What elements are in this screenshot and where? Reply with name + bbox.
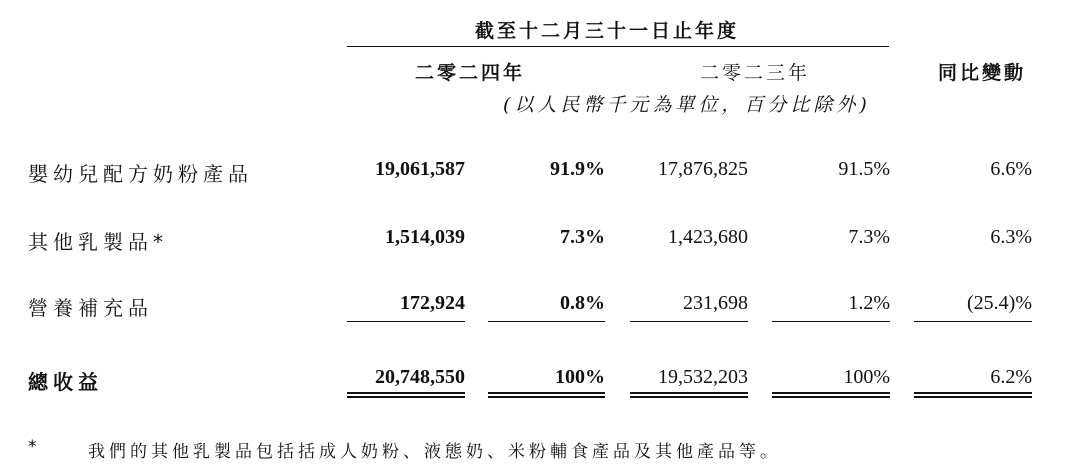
total-rule: [630, 396, 748, 398]
subtotal-rule: [488, 321, 605, 322]
total-rule: [914, 392, 1032, 394]
total-rule: [488, 396, 605, 398]
share-2023: 91.5%: [838, 158, 890, 180]
subtotal-rule: [772, 321, 890, 322]
row-label: 嬰幼兒配方奶粉產品: [28, 162, 253, 186]
share-2024: 0.8%: [560, 292, 605, 314]
yoy-change: 6.3%: [990, 226, 1032, 248]
yoy-change-heading: 同比變動: [938, 62, 1027, 84]
total-share-2023: 100%: [843, 366, 890, 388]
period-heading: 截至十二月三十一日止年度: [475, 20, 740, 42]
share-2024: 7.3%: [560, 226, 605, 248]
year-2023-heading: 二零二三年: [700, 62, 811, 84]
yoy-change: (25.4)%: [967, 292, 1032, 314]
revenue-2023: 17,876,825: [658, 158, 748, 180]
period-underline: [347, 46, 889, 47]
row-label: 營養補充品: [28, 296, 153, 320]
unit-note: (以人民幣千元為單位，百分比除外): [503, 94, 871, 116]
revenue-2024: 172,924: [400, 292, 465, 314]
share-2023: 7.3%: [848, 226, 890, 248]
total-revenue-2023: 19,532,203: [658, 366, 748, 388]
footnote-text: 我們的其他乳製品包括括成人奶粉、液態奶、米粉輔食產品及其他產品等。: [88, 442, 781, 462]
total-yoy-change: 6.2%: [990, 366, 1032, 388]
total-rule: [772, 396, 890, 398]
year-2024-heading: 二零二四年: [415, 62, 526, 84]
revenue-2024: 1,514,039: [385, 226, 465, 248]
total-rule: [772, 392, 890, 394]
subtotal-rule: [347, 321, 465, 322]
total-label: 總收益: [28, 370, 103, 394]
total-rule: [347, 392, 465, 394]
total-revenue-2024: 20,748,550: [375, 366, 465, 388]
row-label: 其他乳製品*: [28, 230, 168, 254]
subtotal-rule: [914, 321, 1032, 322]
share-2023: 1.2%: [848, 292, 890, 314]
revenue-2024: 19,061,587: [375, 158, 465, 180]
total-rule: [914, 396, 1032, 398]
total-rule: [488, 392, 605, 394]
total-share-2024: 100%: [555, 366, 605, 388]
subtotal-rule: [630, 321, 748, 322]
total-rule: [347, 396, 465, 398]
yoy-change: 6.6%: [990, 158, 1032, 180]
revenue-2023: 1,423,680: [668, 226, 748, 248]
total-rule: [630, 392, 748, 394]
footnote-marker: *: [28, 437, 41, 457]
share-2024: 91.9%: [550, 158, 605, 180]
revenue-2023: 231,698: [683, 292, 748, 314]
